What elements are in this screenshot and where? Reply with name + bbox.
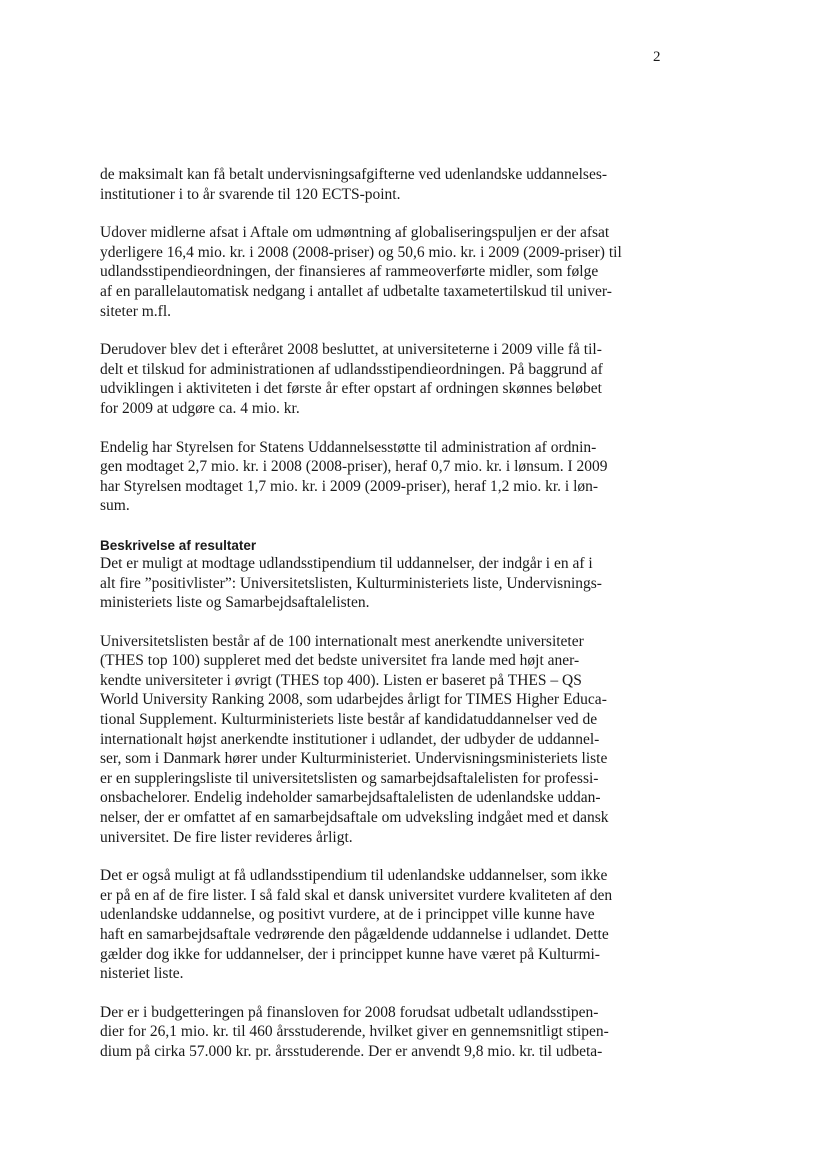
paragraph-8 xyxy=(100,1003,645,1062)
text-line: Der er i budgetteringen på finansloven for 2008 forudsat udbetalt udlandsstipen- xyxy=(100,1003,599,1021)
text-line: ser, som i Danmark hører under Kulturministeriet. Undervisningsministeriets liste xyxy=(100,750,608,768)
paragraph-4 xyxy=(100,438,645,516)
paragraph-7 xyxy=(100,866,645,984)
text-line: tional Supplement. Kulturministeriets liste består af kandidatuddannelser ved de xyxy=(100,711,598,729)
text-line: de maksimalt kan få betalt undervisningsafgifterne ved udenlandske uddannelses- xyxy=(100,166,608,183)
text-line: udlandsstipendieordningen, der finansieres af rammeoverførte midler, som følge xyxy=(100,263,599,281)
text-line: gælder dog ikke for uddannelser, der i princippet kunne have været på Kulturmi- xyxy=(100,945,600,963)
text-line: internationalt højst anerkendte institutioner i udlandet, der udbyder de uddannel- xyxy=(100,730,600,748)
text-line: er en suppleringsliste til universitetslisten og samarbejdsaftalelisten for professi- xyxy=(100,769,599,787)
text-line: alt fire ”positivlister”: Universitetslisten, Kulturministeriets liste, Undervisnings- xyxy=(100,574,602,592)
text-line: delt et tilskud for administrationen af udlandsstipendieordningen. På baggrund af xyxy=(100,360,603,378)
text-line: Det er muligt at modtage udlandsstipendium til uddannelser, der indgår i en af i xyxy=(100,554,593,572)
section-heading: Beskrivelse af resultater xyxy=(100,537,257,553)
text-line: Universitetslisten består af de 100 internationalt mest anerkendte universiteter xyxy=(100,632,584,650)
text-line: ministeriets liste og Samarbejdsaftalelisten. xyxy=(100,594,370,612)
text-line: haft en samarbejdsaftale vedrørende den pågældende uddannelse i udlandet. Dette xyxy=(100,926,609,943)
text-line: dium på cirka 57.000 kr. pr. årsstuderende. Der er anvendt 9,8 mio. kr. til udbeta- xyxy=(100,1042,603,1060)
text-line: nelser, der er omfattet af en samarbejdsaftale om udveksling indgået med et dansk xyxy=(100,809,609,827)
document-body xyxy=(100,165,645,1062)
text-line: Endelig har Styrelsen for Statens Uddannelsesstøtte til administration af ordnin- xyxy=(100,438,597,456)
text-line: udenlandske uddannelse, og positivt vurdere, at de i princippet ville kunne have xyxy=(100,906,595,924)
text-line: yderligere 16,4 mio. kr. i 2008 (2008-priser) og 50,6 mio. kr. i 2009 (2009-priser) til xyxy=(100,243,622,261)
text-line: onsbachelorer. Endelig indeholder samarbejdsaftalelisten de udenlandske uddan- xyxy=(100,789,601,807)
paragraph-1 xyxy=(100,165,645,204)
text-line: dier for 26,1 mio. kr. til 460 årsstuderende, hvilket giver en gennemsnitligt stipen- xyxy=(100,1023,609,1041)
paragraph-2 xyxy=(100,223,645,321)
text-line: siteter m.fl. xyxy=(100,302,172,320)
text-line: af en parallelautomatisk nedgang i antallet af udbetalte taxametertilskud til univer- xyxy=(100,282,612,300)
text-line: kendte universiteter i øvrigt (THES top 400). Listen er baseret på THES – QS xyxy=(100,671,582,689)
text-line: har Styrelsen modtaget 1,7 mio. kr. i 2009 (2009-priser), heraf 1,2 mio. kr. i løn- xyxy=(100,477,599,495)
text-line: er på en af de fire lister. I så fald skal et dansk universitet vurdere kvaliteten af den xyxy=(100,886,613,904)
text-line: gen modtaget 2,7 mio. kr. i 2008 (2008-priser), heraf 0,7 mio. kr. i lønsum. I 2009 xyxy=(100,458,608,476)
page-number: 2 xyxy=(653,49,661,65)
text-line: sum. xyxy=(100,497,130,515)
text-line: (THES top 100) suppleret med det bedste universitet fra lande med højt aner- xyxy=(100,652,580,670)
text-line: universitet. De fire lister revideres årligt. xyxy=(100,828,353,846)
text-line: nisteriet liste. xyxy=(100,965,184,983)
text-line: for 2009 at udgøre ca. 4 mio. kr. xyxy=(100,399,300,417)
paragraph-3 xyxy=(100,340,645,418)
paragraph-6 xyxy=(100,632,645,848)
paragraph-5 xyxy=(100,554,645,613)
text-line: Udover midlerne afsat i Aftale om udmøntning af globaliseringspuljen er der afsat xyxy=(100,224,610,242)
text-line: Derudover blev det i efteråret 2008 besluttet, at universiteterne i 2009 ville få til- xyxy=(100,341,602,359)
text-line: World University Ranking 2008, som udarbejdes årligt for TIMES Higher Educa- xyxy=(100,691,607,709)
text-line: Det er også muligt at få udlandsstipendium til udenlandske uddannelser, som ikke xyxy=(100,867,608,885)
text-line: institutioner i to år svarende til 120 ECTS-point. xyxy=(100,185,401,203)
text-line: udviklingen i aktiviteten i det første år efter opstart af ordningen skønnes beløbet xyxy=(100,380,602,398)
